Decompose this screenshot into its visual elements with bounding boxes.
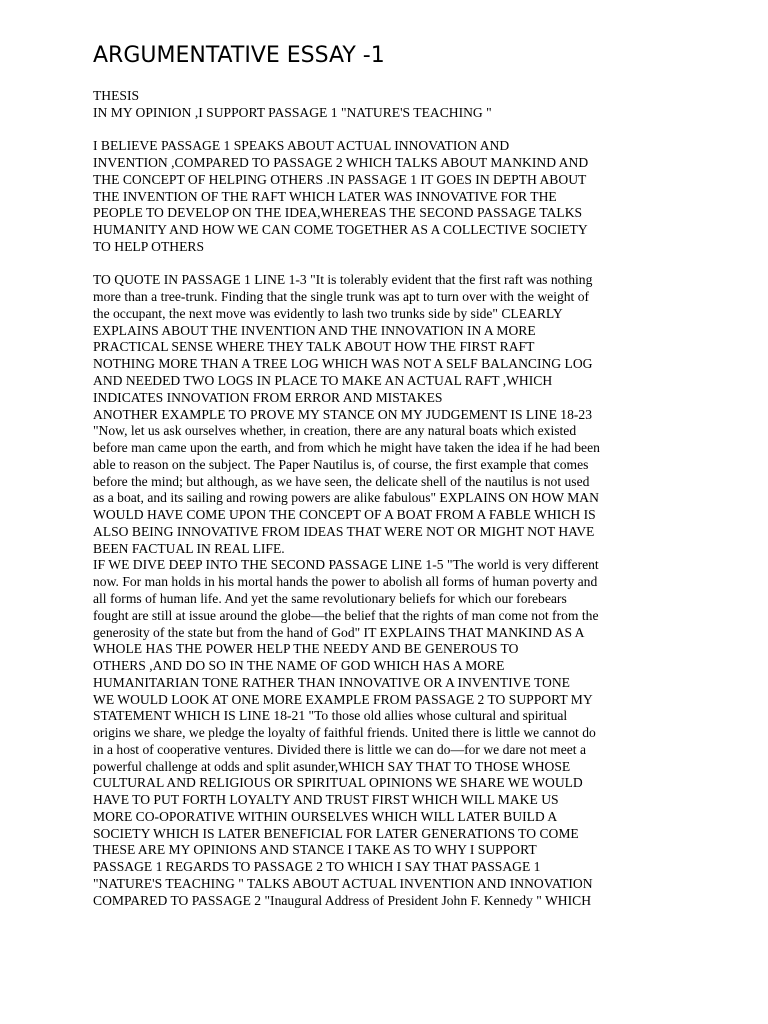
essay-line: "Now, let us ask ourselves whether, in creation, there are any natural boats which existed (93, 423, 577, 439)
essay-line: WHOLE HAS THE POWER HELP THE NEEDY AND BE GENEROUS TO (93, 641, 519, 657)
essay-line: as a boat, and its sailing and rowing powers are alike fabulous" EXPLAINS ON HOW MAN (93, 490, 599, 506)
essay-line: PASSAGE 1 REGARDS TO PASSAGE 2 TO WHICH I SAY THAT PASSAGE 1 (93, 859, 541, 875)
essay-body (93, 88, 683, 910)
essay-line: ANOTHER EXAMPLE TO PROVE MY STANCE ON MY JUDGEMENT IS LINE 18-23 (93, 406, 592, 422)
essay-line: "NATURE'S TEACHING " TALKS ABOUT ACTUAL INVENTION AND INNOVATION (93, 875, 593, 891)
essay-line: IN MY OPINION ,I SUPPORT PASSAGE 1 "NATURE'S TEACHING " (93, 104, 492, 120)
essay-line: ALSO BEING INNOVATIVE FROM IDEAS THAT WERE NOT OR MIGHT NOT HAVE (93, 523, 595, 539)
essay-line: all forms of human life. And yet the same revolutionary beliefs for which our forebears (93, 590, 567, 606)
essay-line: INVENTION ,COMPARED TO PASSAGE 2 WHICH TALKS ABOUT MANKIND AND (93, 155, 589, 171)
essay-line: before the mind; but although, as we have seen, the delicate shell of the nautilus is not used (93, 473, 590, 489)
essay-line: before man came upon the earth, and from which he might have taken the idea if he had been (93, 440, 600, 456)
essay-line: IF WE DIVE DEEP INTO THE SECOND PASSAGE LINE 1-5 "The world is very different (93, 557, 599, 573)
essay-line: I BELIEVE PASSAGE 1 SPEAKS ABOUT ACTUAL INNOVATION AND (93, 138, 510, 154)
essay-line: fought are still at issue around the globe—the belief that the rights of man come not from the (93, 607, 599, 623)
essay-line: CULTURAL AND RELIGIOUS OR SPIRITUAL OPINIONS WE SHARE WE WOULD (93, 775, 583, 791)
essay-line: EXPLAINS ABOUT THE INVENTION AND THE INNOVATION IN A MORE (93, 322, 536, 338)
essay-line: WE WOULD LOOK AT ONE MORE EXAMPLE FROM PASSAGE 2 TO SUPPORT MY (93, 691, 593, 707)
essay-line: able to reason on the subject. The Paper Nautilus is, of course, the first example that comes (93, 456, 589, 472)
essay-line: AND NEEDED TWO LOGS IN PLACE TO MAKE AN ACTUAL RAFT ,WHICH (93, 373, 553, 389)
essay-line: THE CONCEPT OF HELPING OTHERS .IN PASSAGE 1 IT GOES IN DEPTH ABOUT (93, 171, 587, 187)
essay-line: PEOPLE TO DEVELOP ON THE IDEA,WHEREAS THE SECOND PASSAGE TALKS (93, 205, 583, 221)
document-title: ARGUMENTATIVE ESSAY -1 (93, 43, 385, 68)
essay-line: in a host of cooperative ventures. Divided there is little we can do—for we dare not meet a (93, 741, 586, 757)
essay-line: the occupant, the next move was evidently to lash two trunks side by side" CLEARLY (93, 305, 563, 321)
essay-line: TO QUOTE IN PASSAGE 1 LINE 1-3 "It is tolerably evident that the first raft was nothing (93, 272, 593, 288)
essay-line: INDICATES INNOVATION FROM ERROR AND MISTAKES (93, 389, 443, 405)
essay-line: COMPARED TO PASSAGE 2 "Inaugural Address of President John F. Kennedy " WHICH (93, 892, 592, 908)
essay-line: NOTHING MORE THAN A TREE LOG WHICH WAS NOT A SELF BALANCING LOG (93, 356, 593, 372)
essay-line: BEEN FACTUAL IN REAL LIFE. (93, 540, 285, 556)
essay-line: WOULD HAVE COME UPON THE CONCEPT OF A BOAT FROM A FABLE WHICH IS (93, 507, 596, 523)
essay-line: HAVE TO PUT FORTH LOYALTY AND TRUST FIRST WHICH WILL MAKE US (93, 792, 559, 808)
essay-line: powerful challenge at odds and split asunder,WHICH SAY THAT TO THOSE WHOSE (93, 758, 571, 774)
essay-line: THESE ARE MY OPINIONS AND STANCE I TAKE AS TO WHY I SUPPORT (93, 842, 537, 858)
paragraph-gap (93, 256, 683, 273)
essay-line: PRACTICAL SENSE WHERE THEY TALK ABOUT HOW THE FIRST RAFT (93, 339, 535, 355)
essay-line: more than a tree-trunk. Finding that the single trunk was apt to turn over with the weight of (93, 289, 590, 305)
essay-line: TO HELP OTHERS (93, 238, 205, 254)
essay-line: MORE CO-OPORATIVE WITHIN OURSELVES WHICH WILL LATER BUILD A (93, 808, 558, 824)
essay-line: OTHERS ,AND DO SO IN THE NAME OF GOD WHICH HAS A MORE (93, 658, 505, 674)
essay-line: HUMANITARIAN TONE RATHER THAN INNOVATIVE OR A INVENTIVE TONE (93, 674, 570, 690)
essay-line: THE INVENTION OF THE RAFT WHICH LATER WAS INNOVATIVE FOR THE (93, 188, 557, 204)
essay-line: SOCIETY WHICH IS LATER BENEFICIAL FOR LATER GENERATIONS TO COME (93, 825, 579, 841)
essay-line: origins we share, we pledge the loyalty of faithful friends. United there is little we cannot do (93, 725, 596, 741)
essay-line: HUMANITY AND HOW WE CAN COME TOGETHER AS A COLLECTIVE SOCIETY (93, 222, 588, 238)
essay-line: STATEMENT WHICH IS LINE 18-21 "To those old allies whose cultural and spiritual (93, 708, 568, 724)
essay-line: THESIS (93, 88, 140, 103)
essay-line: generosity of the state but from the hand of God" IT EXPLAINS THAT MANKIND AS A (93, 624, 585, 640)
essay-line: now. For man holds in his mortal hands the power to abolish all forms of human poverty and (93, 574, 598, 590)
paragraph-gap (93, 122, 683, 139)
